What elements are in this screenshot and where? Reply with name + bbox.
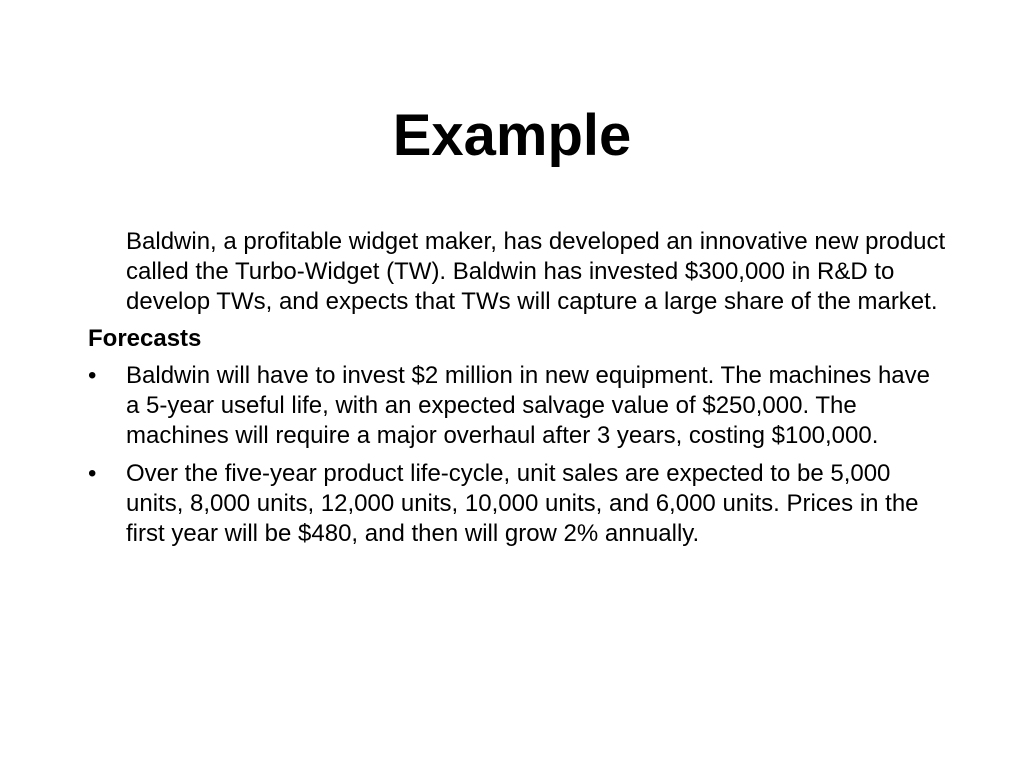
bullet-text: Over the five-year product life-cycle, unit sales are expected to be 5,000 units, 8,000 units, 12,000 units, 10,000 units, and 6,000 units. Prices in the first year will be $480, and then will grow 2% annually. — [126, 460, 919, 547]
forecasts-heading: Forecasts — [88, 325, 202, 352]
bullet-item — [88, 459, 948, 549]
bullet-icon: • — [88, 460, 97, 487]
slide-title: Example — [392, 103, 632, 168]
slide-body — [88, 227, 948, 557]
bullet-item — [88, 361, 948, 451]
bullet-text: Baldwin will have to invest $2 million in new equipment. The machines have a 5-year useful life, with an expected salvage value of $250,000. The machines will require a major overhaul after 3 years, costing $100,000. — [126, 362, 930, 449]
intro-paragraph: Baldwin, a profitable widget maker, has developed an innovative new product called the Turbo-Widget (TW). Baldwin has invested $300,000 in R&D to develop TWs, and expects that TWs will capture a large share of the market. — [126, 228, 946, 315]
bullet-icon: • — [88, 362, 97, 389]
